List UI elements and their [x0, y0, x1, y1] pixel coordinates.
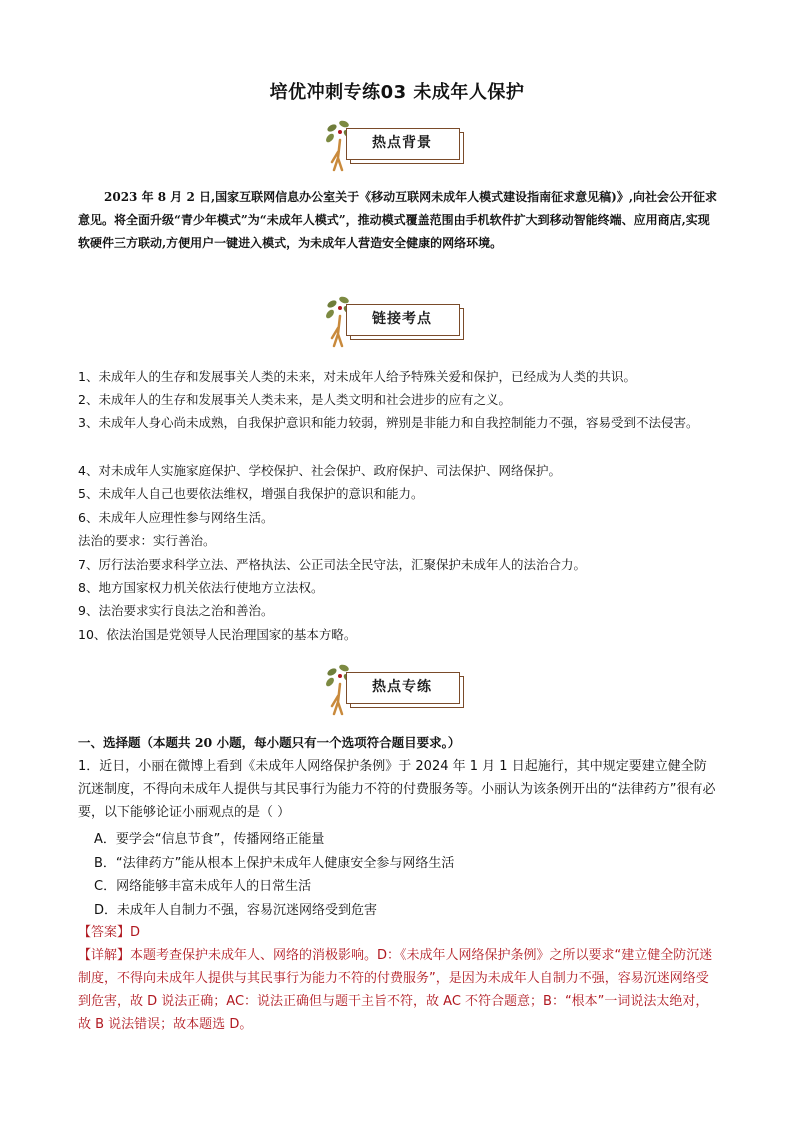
- exam-point: 法治的要求：实行善治。: [78, 533, 216, 548]
- exam-point: 7、厉行法治要求科学立法、严格执法、公正司法全民守法，汇聚保护未成年人的法治合力。: [78, 557, 586, 572]
- exam-point: 4、对未成年人实施家庭保护、学校保护、社会保护、政府保护、司法保护、网络保护。: [78, 463, 561, 478]
- exam-point: 9、法治要求实行良法之治和善治。: [78, 603, 274, 618]
- exam-point: 1、未成年人的生存和发展事关人类的未来，对未成年人给予特殊关爱和保护，已经成为人类的共识。: [78, 369, 636, 384]
- page-title: 培优冲刺专练03 未成年人保护: [269, 82, 525, 103]
- option-b: B．“法律药方”能从根本上保护未成年人健康安全参与网络生活: [94, 856, 455, 871]
- answer-label: 【答案】: [78, 925, 131, 940]
- question-stem: 1．近日，小丽在微博上看到《未成年人网络保护条例》于 2024 年 1 月 1 日起施行，其中规定要建立健全防沉迷制度，不得向未成年人提供与其民事行为能力不符的付费服务等。小丽认为该条例开出的“法律药方”很有必要，以下能够论证小丽观点的是（ ）: [78, 759, 716, 820]
- option-a: A．要学会“信息节食”，传播网络正能量: [94, 832, 325, 847]
- option-c: C．网络能够丰富未成年人的日常生活: [94, 879, 312, 894]
- answer-detail: [78, 944, 718, 1036]
- section-label-practice: 热点专练: [372, 679, 432, 695]
- exam-point: 10、依法治国是党领导人民治理国家的基本方略。: [78, 627, 357, 642]
- answer-line: [78, 921, 140, 940]
- section-label-background: 热点背景: [372, 135, 432, 151]
- exam-point: 8、地方国家权力机关依法行使地方立法权。: [78, 580, 324, 595]
- exam-point: 2、未成年人的生存和发展事关人类未来，是人类文明和社会进步的应有之义。: [78, 392, 511, 407]
- section-badge-background: [320, 122, 470, 168]
- section-badge-exam-points: [320, 298, 470, 344]
- background-paragraph: 2023 年 8 月 2 日,国家互联网信息办公室关于《移动互联网未成年人模式建设指南征求意见稿)》,向社会公开征求意见。将全面升级“青少年模式”为“未成年人模式”，推动模式覆盖范围由手机软件扩大到移动智能终端、应用商店,实现软硬件三方联动,方便用户一键进入模式，为未成年人营造安全健康的网络环境。: [78, 190, 718, 250]
- section-label-exam-points: 链接考点: [372, 311, 432, 327]
- section-badge-practice: [320, 666, 470, 712]
- exam-point: 5、未成年人自己也要依法维权，增强自我保护的意识和能力。: [78, 486, 424, 501]
- exam-point: 6、未成年人应理性参与网络生活。: [78, 510, 274, 525]
- detail-text: 本题考查保护未成年人、网络的消极影响。D：《未成年人网络保护条例》之所以要求“建立健全防沉迷制度，不得向未成年人提供与其民事行为能力不符的付费服务”，是因为未成年人自制力不强，容易沉迷网络受到危害，故 D 说法正确；AC：说法正确但与题干主旨不符，故 AC 不符合题意；B：“根本”一词说法太绝对，故 B 说法错误；故本题选 D。: [78, 948, 713, 1032]
- detail-label: 【详解】: [78, 948, 131, 963]
- option-d: D．未成年人自制力不强，容易沉迷网络受到危害: [94, 903, 378, 918]
- answer-value: D: [130, 925, 141, 940]
- question-section-heading: 一、选择题（本题共 20 小题，每小题只有一个选项符合题目要求。）: [78, 735, 461, 750]
- exam-point: 3、未成年人身心尚未成熟，自我保护意识和能力较弱，辨别是非能力和自我控制能力不强，容易受到不法侵害。: [78, 415, 699, 430]
